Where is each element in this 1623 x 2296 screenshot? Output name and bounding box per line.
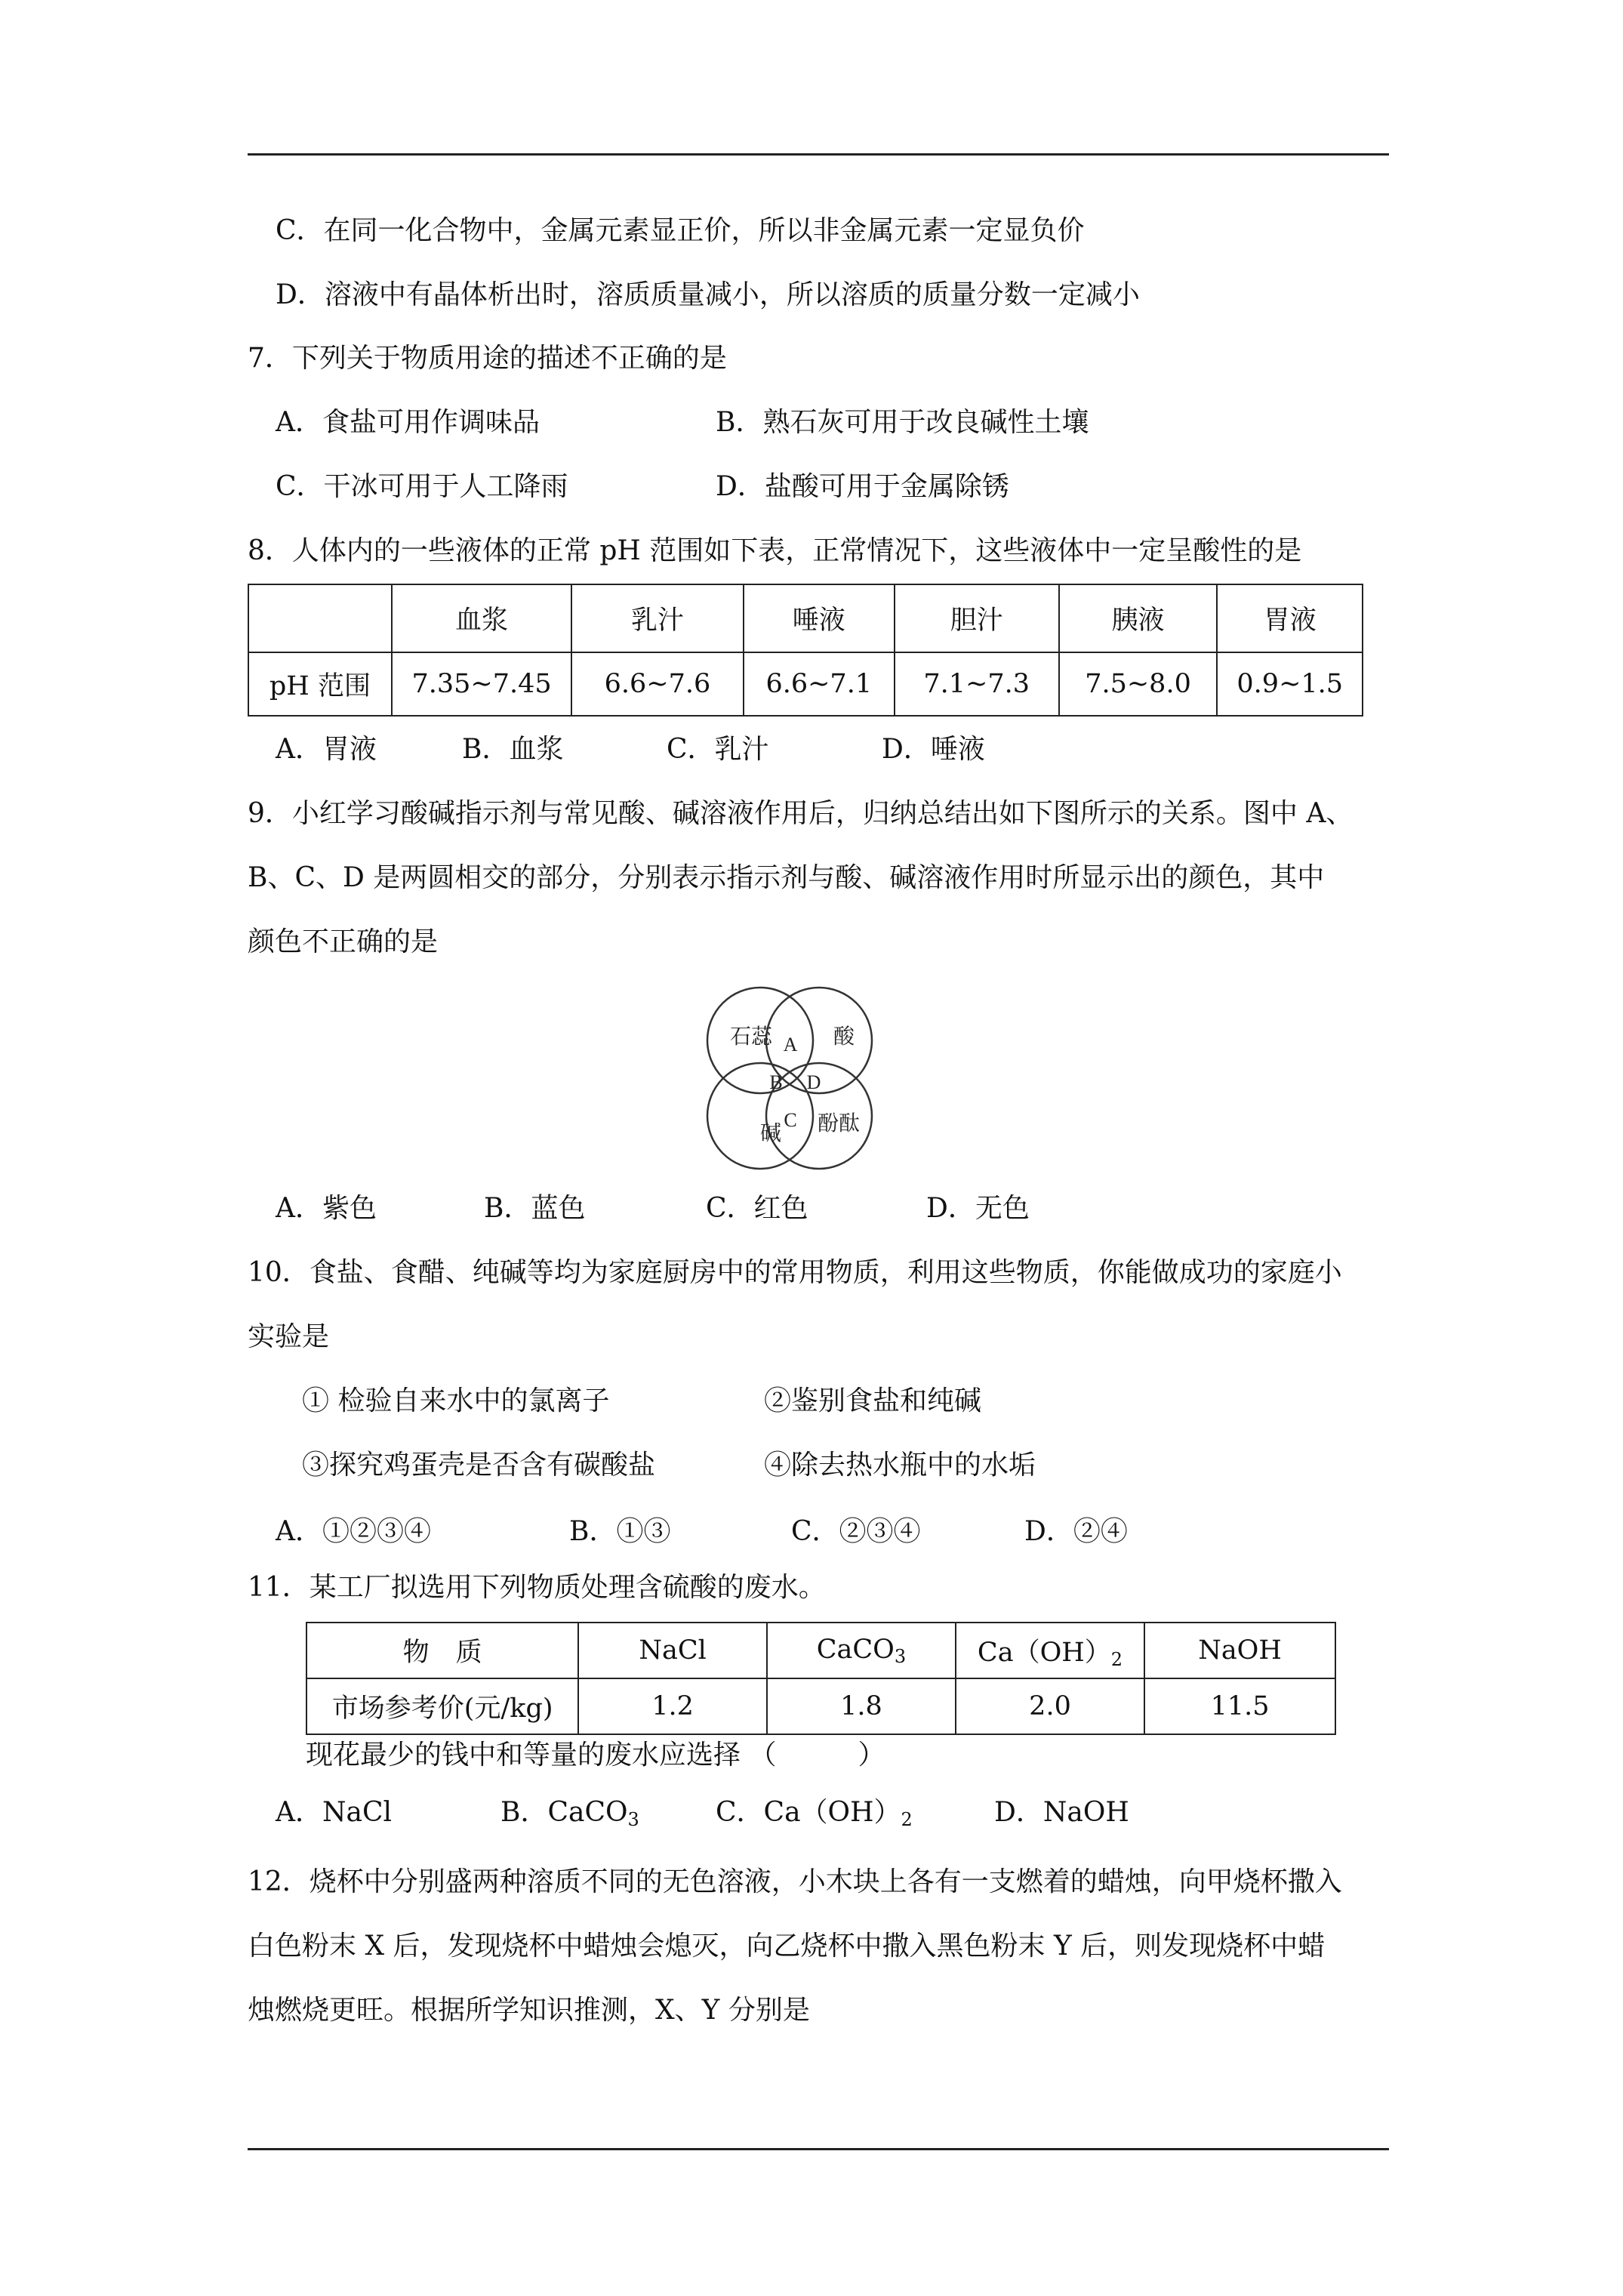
ph-value-cell: 6.6~7.1 — [744, 652, 895, 716]
substance-name: CaCO — [816, 1634, 895, 1665]
ph-header-cell: 胰液 — [1059, 584, 1218, 652]
q9-stem-line2: B、C、D 是两圆相交的部分，分别表示指示剂与酸、碱溶液作用时所显示出的颜色，其中 — [248, 862, 1325, 893]
price-header-label: 物 质 — [306, 1623, 578, 1678]
price-cell: 11.5 — [1144, 1678, 1335, 1734]
venn-label-acid: 酸 — [833, 1025, 855, 1049]
price-row-label: 市场参考价(元/kg) — [306, 1678, 578, 1734]
q11-option-c-subscript: 2 — [901, 1809, 913, 1830]
ph-value-cell: 0.9~1.5 — [1217, 652, 1363, 716]
price-cell: 1.2 — [578, 1678, 767, 1734]
q8-option-d: D．唾液 — [882, 734, 985, 765]
q10-option-a: A．①②③④ — [276, 1516, 431, 1547]
price-table — [306, 1622, 1336, 1735]
q10-item-2: ②鉴别食盐和纯碱 — [764, 1385, 982, 1416]
ph-value-cell: 7.5~8.0 — [1059, 652, 1218, 716]
price-table-value-row — [306, 1678, 1335, 1734]
q10-item-4: ④除去热水瓶中的水垢 — [764, 1450, 1036, 1481]
ph-header-cell: 血浆 — [392, 584, 571, 652]
ph-header-cell: 唾液 — [744, 584, 895, 652]
venn-label-base: 碱 — [759, 1122, 782, 1145]
ph-header-cell: 乳汁 — [571, 584, 743, 652]
ph-value-cell: 7.35~7.45 — [392, 652, 571, 716]
ph-table — [248, 584, 1363, 717]
venn-region-d: D — [806, 1071, 821, 1093]
substance-name: Ca（OH） — [977, 1637, 1111, 1668]
q9-option-a: A．紫色 — [276, 1193, 377, 1224]
substance-cell — [1144, 1623, 1335, 1678]
venn-label-phenolphthalein: 酚酞 — [817, 1112, 861, 1136]
q10-option-d: D．②④ — [1024, 1516, 1128, 1547]
venn-region-b: B — [769, 1071, 783, 1093]
q6-option-c: C．在同一化合物中，金属元素显正价，所以非金属元素一定显负价 — [276, 215, 1085, 246]
ph-header-cell: 胃液 — [1217, 584, 1363, 652]
q10-option-c: C．②③④ — [791, 1516, 921, 1547]
top-rule — [248, 153, 1389, 156]
ph-value-cell: 7.1~7.3 — [895, 652, 1059, 716]
substance-name: NaCl — [639, 1635, 707, 1666]
q9-stem-line1: 9．小红学习酸碱指示剂与常见酸、碱溶液作用后，归纳总结出如下图所示的关系。图中 A、 — [248, 798, 1354, 829]
q11-option-b-subscript: 3 — [627, 1809, 639, 1830]
q12-stem-line2: 白色粉末 X 后，发现烧杯中蜡烛会熄灭，向乙烧杯中撒入黑色粉末 Y 后，则发现烧杯中蜡 — [248, 1931, 1326, 1962]
venn-region-a: A — [783, 1034, 798, 1056]
q10-stem-line2: 实验是 — [248, 1321, 330, 1352]
q7-option-b: B．熟石灰可用于改良碱性土壤 — [716, 407, 1089, 438]
substance-cell — [767, 1623, 956, 1678]
q10-option-b: B．①③ — [569, 1516, 671, 1547]
ph-value-cell: 6.6~7.6 — [571, 652, 743, 716]
substance-name: NaOH — [1198, 1635, 1282, 1666]
q11-option-c — [716, 1795, 913, 1837]
q11-note: 现花最少的钱中和等量的废水应选择 （ ） — [306, 1740, 885, 1771]
ph-row-label: pH 范围 — [248, 652, 392, 716]
price-cell: 2.0 — [956, 1678, 1144, 1734]
q7-stem: 7．下列关于物质用途的描述不正确的是 — [248, 343, 727, 374]
q11-stem: 11．某工厂拟选用下列物质处理含硫酸的废水。 — [248, 1572, 826, 1603]
ph-table-corner — [248, 584, 392, 652]
price-table-header-row — [306, 1623, 1335, 1678]
q10-item-1: ① 检验自来水中的氯离子 — [302, 1385, 610, 1416]
q9-option-d: D．无色 — [926, 1193, 1030, 1224]
bottom-rule — [248, 2148, 1389, 2150]
q6-option-d: D．溶液中有晶体析出时，溶质质量减小，所以溶质的质量分数一定减小 — [276, 279, 1140, 310]
q8-option-b: B．血浆 — [462, 734, 564, 765]
price-cell: 1.8 — [767, 1678, 956, 1734]
q9-option-c: C．红色 — [706, 1193, 808, 1224]
q11-option-b — [500, 1795, 639, 1837]
substance-subscript: 2 — [1110, 1648, 1123, 1670]
indicator-venn-diagram — [706, 982, 925, 1193]
q9-stem-line3: 颜色不正确的是 — [248, 926, 439, 957]
substance-cell — [578, 1623, 767, 1678]
ph-header-cell: 胆汁 — [895, 584, 1059, 652]
q10-stem-line1: 10．食盐、食醋、纯碱等均为家庭厨房中的常用物质，利用这些物质，你能做成功的家庭小 — [248, 1257, 1342, 1288]
q8-stem: 8．人体内的一些液体的正常 pH 范围如下表，正常情况下，这些液体中一定呈酸性的是 — [248, 535, 1302, 566]
substance-subscript: 3 — [894, 1645, 907, 1667]
q9-option-b: B．蓝色 — [484, 1193, 586, 1224]
venn-region-c: C — [784, 1109, 797, 1131]
ph-table-value-row — [248, 652, 1363, 716]
q12-stem-line3: 烛燃烧更旺。根据所学知识推测，X、Y 分别是 — [248, 1995, 810, 2026]
ph-table-header-row — [248, 584, 1363, 652]
q11-option-a: A．NaCl — [276, 1797, 393, 1828]
q10-item-3: ③探究鸡蛋壳是否含有碳酸盐 — [302, 1450, 656, 1481]
q8-option-a: A．胃液 — [276, 734, 377, 765]
q7-option-c: C．干冰可用于人工降雨 — [276, 471, 568, 502]
q7-option-a: A．食盐可用作调味品 — [276, 407, 540, 438]
q12-stem-line1: 12．烧杯中分别盛两种溶质不同的无色溶液，小木块上各有一支燃着的蜡烛，向甲烧杯撒入 — [248, 1866, 1342, 1897]
q8-option-c: C．乳汁 — [667, 734, 769, 765]
q11-option-d: D．NaOH — [994, 1797, 1129, 1828]
substance-cell — [956, 1623, 1144, 1678]
venn-label-litmus: 石蕊 — [729, 1025, 773, 1049]
q7-option-d: D．盐酸可用于金属除锈 — [716, 471, 1009, 502]
venn-circle-base — [707, 1063, 813, 1169]
q11-option-b-text: B．CaCO — [500, 1797, 628, 1828]
q11-option-c-text: C．Ca（OH） — [716, 1797, 901, 1828]
